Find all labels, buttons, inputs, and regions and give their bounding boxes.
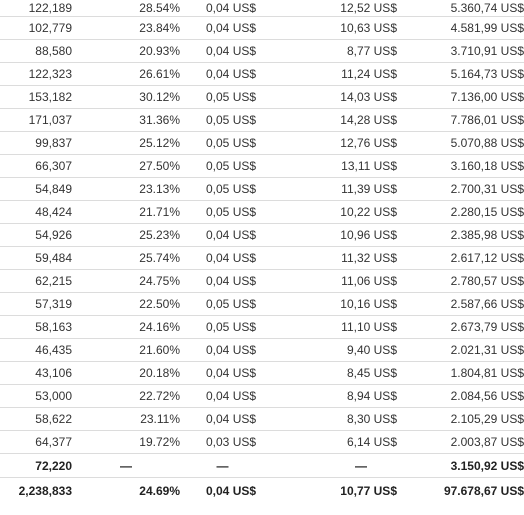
cell-percent: 26.61%: [72, 63, 180, 86]
cell-revenue: 2.385,98 US$: [397, 224, 524, 247]
total-avg: 10,77 US$: [265, 478, 397, 504]
cell-views: 53,000: [0, 385, 72, 408]
table-row: [0, 40, 524, 63]
table-row: [0, 339, 524, 362]
cell-views: 153,182: [0, 86, 72, 109]
cell-rate: 0,05 US$: [180, 109, 265, 132]
cell-percent: 24.75%: [72, 270, 180, 293]
table-row: [0, 63, 524, 86]
total-row: [0, 478, 524, 504]
cell-avg: 8,94 US$: [265, 385, 397, 408]
cell-views: 54,926: [0, 224, 72, 247]
cell-rate: 0,05 US$: [180, 316, 265, 339]
table-row: [0, 0, 524, 17]
cell-rate: 0,03 US$: [180, 431, 265, 454]
cell-rate: 0,04 US$: [180, 63, 265, 86]
cell-avg: 11,24 US$: [265, 63, 397, 86]
cell-avg: 6,14 US$: [265, 431, 397, 454]
cell-percent: 19.72%: [72, 431, 180, 454]
cell-revenue: 5.360,74 US$: [397, 0, 524, 17]
cell-avg: 11,39 US$: [265, 178, 397, 201]
table-row: [0, 270, 524, 293]
cell-percent: 25.12%: [72, 132, 180, 155]
cell-rate: 0,04 US$: [180, 339, 265, 362]
cell-views: 46,435: [0, 339, 72, 362]
cell-avg: 10,22 US$: [265, 201, 397, 224]
cell-rate: 0,04 US$: [180, 17, 265, 40]
cell-revenue: 7.136,00 US$: [397, 86, 524, 109]
cell-rate: 0,05 US$: [180, 132, 265, 155]
cell-revenue: 2.280,15 US$: [397, 201, 524, 224]
cell-percent: 27.50%: [72, 155, 180, 178]
cell-views: 58,622: [0, 408, 72, 431]
subtotal-row: [0, 454, 524, 478]
cell-avg: 8,45 US$: [265, 362, 397, 385]
cell-views: 64,377: [0, 431, 72, 454]
table-row: [0, 385, 524, 408]
cell-views: 59,484: [0, 247, 72, 270]
table-row: [0, 247, 524, 270]
cell-rate: 0,04 US$: [180, 385, 265, 408]
cell-views: 43,106: [0, 362, 72, 385]
cell-views: 54,849: [0, 178, 72, 201]
cell-avg: 8,77 US$: [265, 40, 397, 63]
cell-revenue: 2.700,31 US$: [397, 178, 524, 201]
total-views: 2,238,833: [0, 478, 72, 504]
cell-revenue: 2.673,79 US$: [397, 316, 524, 339]
subtotal-views: 72,220: [0, 454, 72, 478]
cell-avg: 10,16 US$: [265, 293, 397, 316]
table-row: [0, 408, 524, 431]
cell-revenue: 3.710,91 US$: [397, 40, 524, 63]
table-row: [0, 132, 524, 155]
cell-revenue: 5.070,88 US$: [397, 132, 524, 155]
cell-revenue: 2.105,29 US$: [397, 408, 524, 431]
cell-avg: 9,40 US$: [265, 339, 397, 362]
table-row: [0, 293, 524, 316]
cell-percent: 23.11%: [72, 408, 180, 431]
cell-percent: 31.36%: [72, 109, 180, 132]
cell-revenue: 3.160,18 US$: [397, 155, 524, 178]
cell-percent: 20.93%: [72, 40, 180, 63]
table-row: [0, 109, 524, 132]
subtotal-rate: —: [180, 454, 265, 478]
table-row: [0, 17, 524, 40]
cell-percent: 28.54%: [72, 0, 180, 17]
cell-percent: 21.71%: [72, 201, 180, 224]
subtotal-avg: —: [265, 454, 397, 478]
cell-rate: 0,05 US$: [180, 86, 265, 109]
cell-avg: 12,76 US$: [265, 132, 397, 155]
cell-rate: 0,05 US$: [180, 178, 265, 201]
cell-views: 171,037: [0, 109, 72, 132]
table-row: [0, 155, 524, 178]
cell-views: 48,424: [0, 201, 72, 224]
total-rate: 0,04 US$: [180, 478, 265, 504]
cell-percent: 22.50%: [72, 293, 180, 316]
cell-percent: 21.60%: [72, 339, 180, 362]
cell-rate: 0,04 US$: [180, 408, 265, 431]
cell-views: 66,307: [0, 155, 72, 178]
subtotal-revenue: 3.150,92 US$: [397, 454, 524, 478]
table-row: [0, 178, 524, 201]
cell-views: 102,779: [0, 17, 72, 40]
cell-avg: 13,11 US$: [265, 155, 397, 178]
cell-percent: 30.12%: [72, 86, 180, 109]
cell-avg: 11,06 US$: [265, 270, 397, 293]
cell-avg: 12,52 US$: [265, 0, 397, 17]
cell-views: 62,215: [0, 270, 72, 293]
cell-avg: 14,03 US$: [265, 86, 397, 109]
table-row: [0, 316, 524, 339]
table-row: [0, 86, 524, 109]
cell-revenue: 2.587,66 US$: [397, 293, 524, 316]
cell-rate: 0,04 US$: [180, 362, 265, 385]
cell-rate: 0,04 US$: [180, 247, 265, 270]
subtotal-percent: —: [72, 454, 180, 478]
cell-views: 88,580: [0, 40, 72, 63]
cell-percent: 24.16%: [72, 316, 180, 339]
cell-percent: 20.18%: [72, 362, 180, 385]
cell-revenue: 2.003,87 US$: [397, 431, 524, 454]
cell-revenue: 2.084,56 US$: [397, 385, 524, 408]
cell-revenue: 7.786,01 US$: [397, 109, 524, 132]
cell-avg: 10,63 US$: [265, 17, 397, 40]
cell-views: 99,837: [0, 132, 72, 155]
cell-views: 58,163: [0, 316, 72, 339]
cell-rate: 0,05 US$: [180, 155, 265, 178]
total-percent: 24.69%: [72, 478, 180, 504]
table-row: [0, 362, 524, 385]
table-row: [0, 431, 524, 454]
cell-percent: 23.84%: [72, 17, 180, 40]
cell-revenue: 2.617,12 US$: [397, 247, 524, 270]
cell-rate: 0,04 US$: [180, 40, 265, 63]
cell-percent: 25.74%: [72, 247, 180, 270]
cell-rate: 0,04 US$: [180, 224, 265, 247]
cell-rate: 0,05 US$: [180, 293, 265, 316]
cell-rate: 0,04 US$: [180, 0, 265, 17]
cell-avg: 11,10 US$: [265, 316, 397, 339]
cell-avg: 14,28 US$: [265, 109, 397, 132]
cell-revenue: 2.021,31 US$: [397, 339, 524, 362]
table-row: [0, 201, 524, 224]
cell-revenue: 2.780,57 US$: [397, 270, 524, 293]
cell-revenue: 1.804,81 US$: [397, 362, 524, 385]
cell-views: 122,189: [0, 0, 72, 17]
cell-percent: 23.13%: [72, 178, 180, 201]
cell-avg: 11,32 US$: [265, 247, 397, 270]
cell-views: 122,323: [0, 63, 72, 86]
cell-rate: 0,04 US$: [180, 270, 265, 293]
cell-percent: 25.23%: [72, 224, 180, 247]
cell-rate: 0,05 US$: [180, 201, 265, 224]
total-revenue: 97.678,67 US$: [397, 478, 524, 504]
cell-percent: 22.72%: [72, 385, 180, 408]
cell-avg: 10,96 US$: [265, 224, 397, 247]
cell-revenue: 5.164,73 US$: [397, 63, 524, 86]
cell-avg: 8,30 US$: [265, 408, 397, 431]
cell-revenue: 4.581,99 US$: [397, 17, 524, 40]
table-row: [0, 224, 524, 247]
cell-views: 57,319: [0, 293, 72, 316]
